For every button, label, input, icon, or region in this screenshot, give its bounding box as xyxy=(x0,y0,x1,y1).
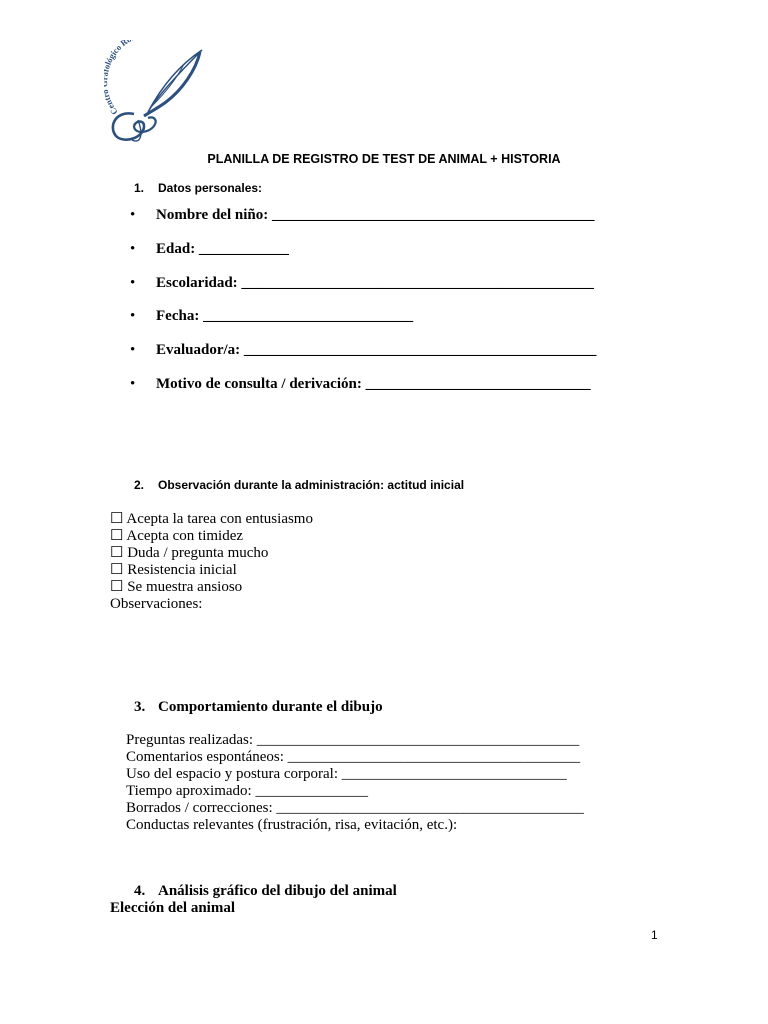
attitude-checklist xyxy=(110,511,313,613)
observations-label: Observaciones: xyxy=(110,596,203,612)
bullet-icon: • xyxy=(130,207,136,223)
section-1-heading xyxy=(134,181,262,195)
section-2-heading xyxy=(134,478,464,492)
field-text: Motivo de consulta / derivación: ______________________________ xyxy=(156,376,591,392)
field-text: Escolaridad: _______________________________________________ xyxy=(156,275,594,291)
checkbox-icon[interactable]: ☐ xyxy=(110,545,124,561)
logo-text: Cen ógico R xyxy=(104,40,130,117)
section-number: 4. xyxy=(134,883,146,899)
bullet-icon: • xyxy=(130,376,136,392)
drawing-behavior-fields xyxy=(126,732,584,834)
document-title: PLANILLA DE REGISTRO DE TEST DE ANIMAL + HISTORIA xyxy=(207,152,561,166)
field-conductas: Conductas relevantes (frustración, risa, evitación, etc.): xyxy=(126,817,458,833)
field-text: Edad: ____________ xyxy=(156,241,289,257)
field-motivo xyxy=(130,376,591,393)
option-label: Se muestra ansioso xyxy=(127,579,243,595)
section-title: Observación durante la administración: actitud inicial xyxy=(158,478,465,492)
section-number: 2. xyxy=(134,478,145,492)
field-text: Nombre del niño: ___________________________________________ xyxy=(156,207,595,223)
field-text: Fecha: ____________________________ xyxy=(156,308,414,324)
checkbox-icon[interactable]: ☐ xyxy=(110,511,124,527)
option-label: Duda / pregunta mucho xyxy=(127,545,269,561)
section-number: 3. xyxy=(134,699,146,715)
field-borrados: Borrados / correcciones: _________________________________________ xyxy=(126,800,584,816)
field-preguntas: Preguntas realizadas: ___________________________________________ xyxy=(126,732,580,748)
field-edad xyxy=(130,241,289,258)
field-nombre xyxy=(130,207,594,224)
section-title: Análisis gráfico del dibujo del animal xyxy=(158,883,397,899)
field-uso-espacio: Uso del espacio y postura corporal: ______________________________ xyxy=(126,766,567,782)
section-title: Datos personales: xyxy=(158,181,263,195)
section-4-heading xyxy=(134,883,397,900)
section-4-subheading: Elección del animal xyxy=(110,900,235,916)
checkbox-option[interactable] xyxy=(110,579,313,596)
bullet-icon: • xyxy=(130,275,136,291)
field-escolaridad xyxy=(130,275,594,292)
field-evaluador xyxy=(130,342,596,359)
checkbox-icon[interactable]: ☐ xyxy=(110,528,124,544)
checkbox-option[interactable] xyxy=(110,528,313,545)
option-label: Resistencia inicial xyxy=(127,562,237,578)
checkbox-option[interactable] xyxy=(110,545,313,562)
checkbox-icon[interactable]: ☐ xyxy=(110,579,124,595)
option-label: Acepta la tarea con entusiasmo xyxy=(126,511,313,527)
field-comentarios: Comentarios espontáneos: _______________________________________ xyxy=(126,749,581,765)
field-text: Evaluador/a: _______________________________________________ xyxy=(156,342,597,358)
logo xyxy=(104,40,208,144)
page-number: 1 xyxy=(651,928,658,942)
bullet-icon: • xyxy=(130,241,136,257)
section-number: 1. xyxy=(134,181,145,195)
field-fecha xyxy=(130,308,413,325)
checkbox-icon[interactable]: ☐ xyxy=(110,562,124,578)
field-tiempo: Tiempo aproximado: _______________ xyxy=(126,783,368,799)
bullet-icon: • xyxy=(130,342,136,358)
checkbox-option[interactable] xyxy=(110,562,313,579)
bullet-icon: • xyxy=(130,308,136,324)
section-3-heading xyxy=(134,699,383,716)
checkbox-option[interactable] xyxy=(110,511,313,528)
option-label: Acepta con timidez xyxy=(126,528,244,544)
feather-pen-logo-icon xyxy=(104,40,208,144)
section-title: Comportamiento durante el dibujo xyxy=(158,699,383,715)
